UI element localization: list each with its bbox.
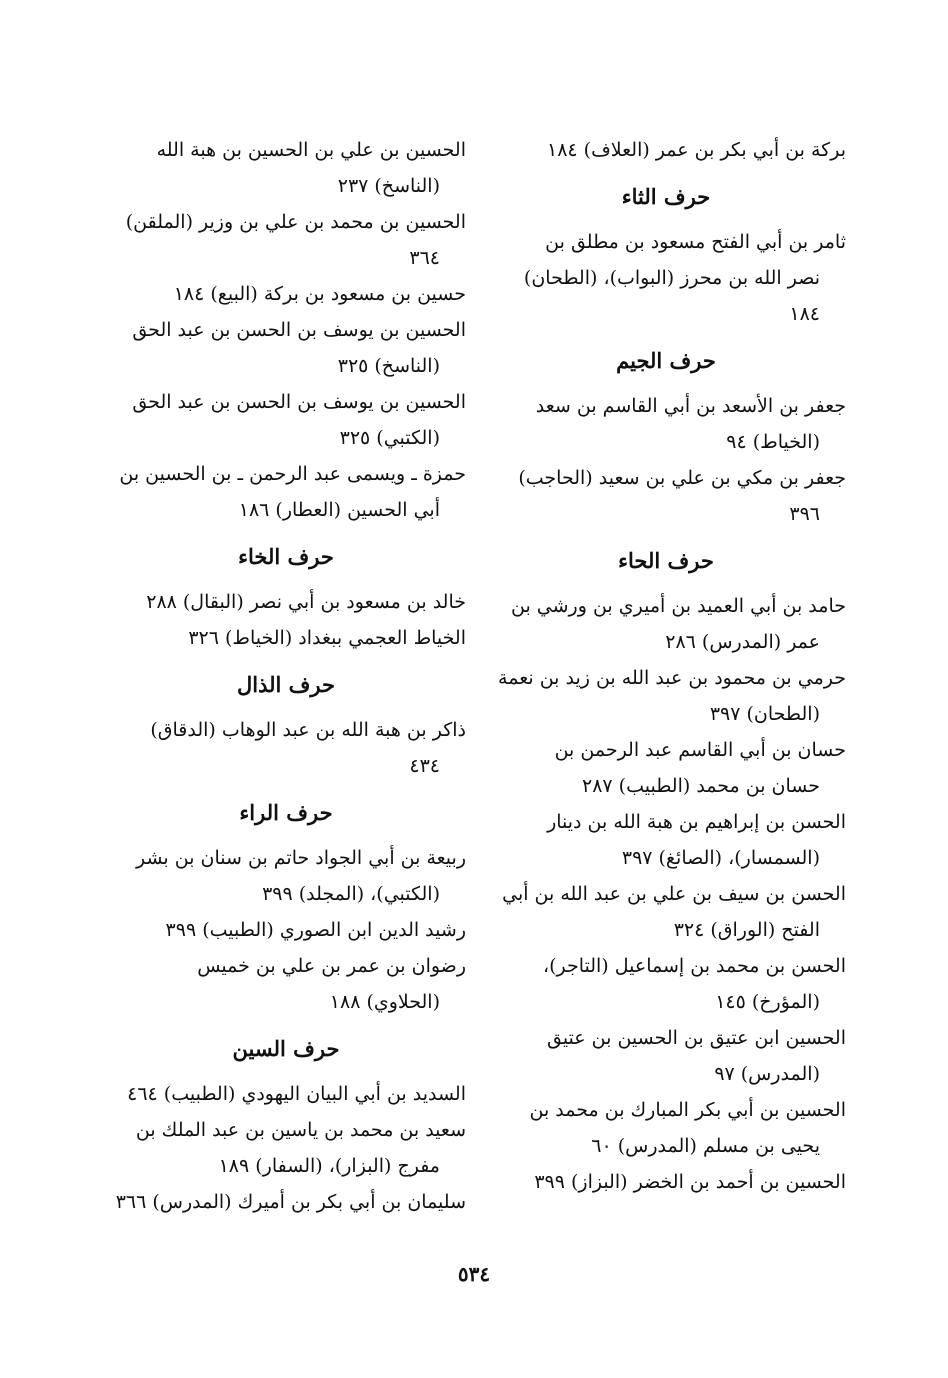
entry-continuation: (الخياط) ٩٤: [726, 431, 820, 453]
section-heading: حرف الثاء: [621, 184, 711, 209]
entry-continuation: ١٨٤: [789, 303, 820, 325]
entry-line: رشيد الدين ابن الصوري (الطبيب) ٣٩٩: [165, 919, 466, 941]
entry-line: الخياط العجمي ببغداد (الخياط) ٣٢٦: [188, 627, 466, 649]
left-column: [106, 132, 466, 1220]
right-column: [486, 132, 846, 1200]
index-entry: [486, 1020, 846, 1092]
index-entry: [106, 312, 466, 384]
index-entry: [106, 276, 466, 312]
index-entry: [106, 456, 466, 528]
entry-line: الحسين بن يوسف بن الحسن بن عبد الحق: [132, 319, 466, 341]
page-number: ٥٣٤: [457, 1262, 491, 1286]
entry-line: ربيعة بن أبي الجواد حاتم بن سنان بن بشر: [136, 847, 466, 869]
entry-line: بركة بن أبي بكر بن عمر (العلاف) ١٨٤: [547, 139, 846, 161]
index-entry: [486, 660, 846, 732]
entry-continuation: مفرج (البزار)، (السفار) ١٨٩: [218, 1155, 440, 1177]
entry-line: حسين بن مسعود بن بركة (البيع) ١٨٤: [173, 283, 466, 305]
index-entry: [486, 1092, 846, 1164]
entry-continuation: أبي الحسين (العطار) ١٨٦: [238, 499, 440, 521]
entry-line: الحسن بن سيف بن علي بن عبد الله بن أبي: [502, 883, 846, 905]
entry-continuation: (المؤرخ) ١٤٥: [715, 991, 820, 1013]
index-entry: [106, 584, 466, 620]
entry-continuation: (الكتبي)، (المجلد) ٣٩٩: [262, 883, 440, 905]
index-entry: [486, 804, 846, 876]
index-entry: [486, 132, 846, 168]
section-heading: حرف الذال: [237, 672, 335, 697]
section-heading: حرف الحاء: [618, 548, 714, 573]
entry-line: جعفر بن مكي بن علي بن سعيد (الحاجب): [518, 467, 846, 489]
entry-line: الحسن بن إبراهيم بن هبة الله بن دينار: [547, 811, 846, 833]
index-entry: [486, 460, 846, 532]
entry-line: الحسين ابن عتيق بن الحسين بن عتيق: [546, 1027, 846, 1049]
entry-continuation: (المدرس) ٩٧: [714, 1063, 820, 1085]
entry-line: سليمان بن أبي بكر بن أميرك (المدرس) ٣٦٦: [115, 1191, 466, 1213]
entry-line: الحسين بن أحمد بن الخضر (البزاز) ٣٩٩: [534, 1171, 846, 1193]
index-entry: [106, 204, 466, 276]
entry-continuation: ٤٣٤: [409, 755, 440, 777]
entry-line: الحسين بن أبي بكر المبارك بن محمد بن: [529, 1099, 846, 1121]
index-entry: [486, 388, 846, 460]
entry-line: سعيد بن محمد بن ياسين بن عبد الملك بن: [135, 1119, 466, 1141]
index-entry: [106, 1184, 466, 1220]
entry-line: رضوان بن عمر بن علي بن خميس: [197, 955, 466, 977]
entry-continuation: (الحلاوي) ١٨٨: [329, 991, 440, 1013]
index-entry: [106, 1112, 466, 1184]
entry-line: حمزة ـ ويسمى عبد الرحمن ـ بن الحسين بن: [119, 463, 466, 485]
section-heading: حرف الجيم: [616, 348, 716, 373]
entry-line: الحسين بن علي بن الحسين بن هبة الله: [156, 139, 466, 161]
entry-continuation: عمر (المدرس) ٢٨٦: [665, 631, 820, 653]
entry-line: خالد بن مسعود بن أبي نصر (البقال) ٢٨٨: [146, 591, 466, 613]
entry-continuation: الفتح (الوراق) ٣٢٤: [673, 919, 820, 941]
entry-continuation: (الطحان) ٣٩٧: [709, 703, 820, 725]
entry-line: حسان بن أبي القاسم عبد الرحمن بن: [554, 739, 846, 761]
index-entry: [106, 620, 466, 656]
index-entry: [486, 948, 846, 1020]
section-heading: حرف السين: [232, 1036, 340, 1061]
section-heading: حرف الراء: [239, 800, 333, 825]
index-entry: [486, 732, 846, 804]
entry-continuation: (الناسخ) ٣٢٥: [337, 355, 440, 377]
entry-line: جعفر بن الأسعد بن أبي القاسم بن سعد: [535, 395, 846, 417]
entry-line: ذاكر بن هبة الله بن عبد الوهاب (الدقاق): [150, 719, 466, 741]
index-entry: [106, 948, 466, 1020]
entry-continuation: حسان بن محمد (الطبيب) ٢٨٧: [582, 775, 820, 797]
section-heading: حرف الخاء: [238, 544, 334, 569]
entry-continuation: (السمسار)، (الصائغ) ٣٩٧: [621, 847, 820, 869]
entry-line: الحسين بن يوسف بن الحسن بن عبد الحق: [132, 391, 466, 413]
index-entry: [486, 224, 846, 332]
entry-continuation: ٣٦٤: [409, 247, 440, 269]
entry-line: السديد بن أبي البيان اليهودي (الطبيب) ٤٦٤: [127, 1083, 466, 1105]
index-entry: [486, 1164, 846, 1200]
entry-continuation: نصر الله بن محرز (البواب)، (الطحان): [523, 267, 820, 289]
index-entry: [106, 840, 466, 912]
index-entry: [106, 132, 466, 204]
entry-line: ثامر بن أبي الفتح مسعود بن مطلق بن: [545, 231, 846, 253]
entry-line: الحسن بن محمد بن إسماعيل (التاجر)،: [542, 955, 846, 977]
index-entry: [106, 384, 466, 456]
entry-line: الحسين بن محمد بن علي بن وزير (الملقن): [125, 211, 466, 233]
entry-line: حامد بن أبي العميد بن أميري بن ورشي بن: [511, 595, 846, 617]
entry-continuation: (الناسخ) ٢٣٧: [337, 175, 440, 197]
entry-line: حرمي بن محمود بن عبد الله بن زيد بن نعمة: [498, 667, 846, 689]
index-entry: [106, 712, 466, 784]
index-entry: [486, 588, 846, 660]
index-entry: [106, 1076, 466, 1112]
entry-continuation: يحيى بن مسلم (المدرس) ٦٠: [591, 1135, 820, 1157]
index-entry: [486, 876, 846, 948]
entry-continuation: ٣٩٦: [789, 503, 820, 525]
entry-continuation: (الكتبي) ٣٢٥: [339, 427, 440, 449]
index-entry: [106, 912, 466, 948]
